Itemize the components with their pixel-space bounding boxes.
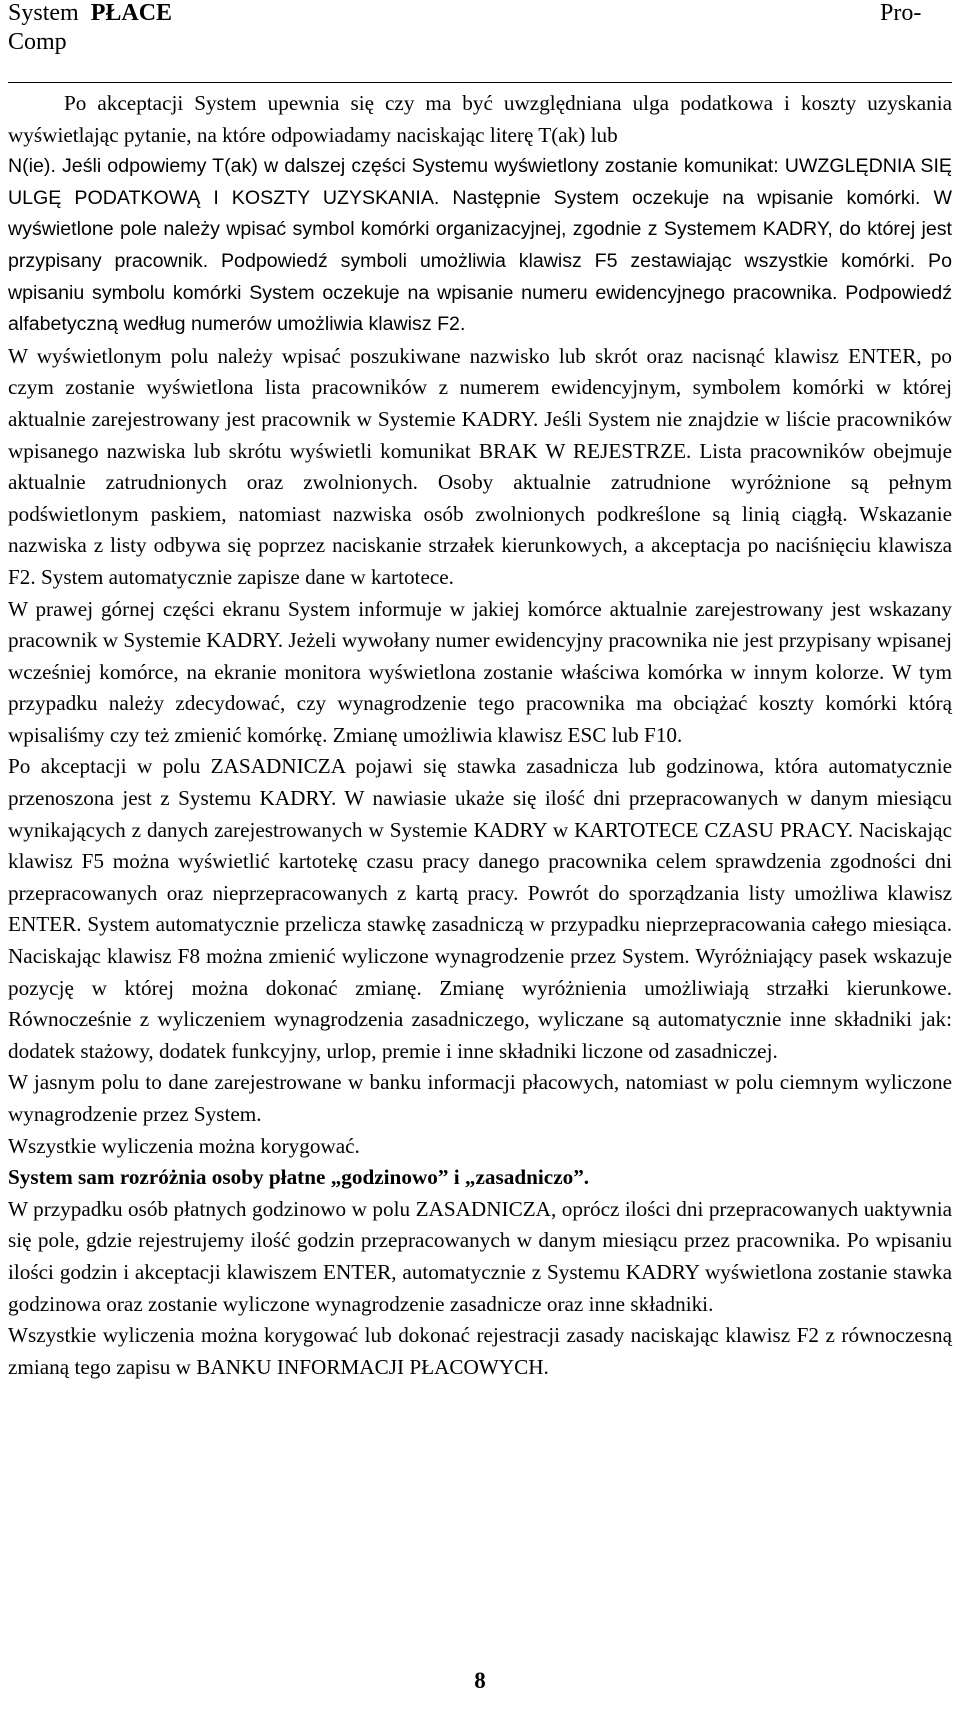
paragraph: W wyświetlonym polu należy wpisać poszukiwane nazwisko lub skrót oraz nacisnąć klawisz ENTER, po czym zostanie wyświetlona lista pracowników z numerem ewidencyjnym, symbolem komórki w której aktualnie zarejestrowany jest pracownik w Systemie KADRY. Jeśli System nie znajdzie w liście pracowników wpisanego nazwiska lub skrótu wyświetli komunikat BRAK W REJESTRZE. Lista pracowników obejmuje aktualnie zatrudnionych oraz zwolnionych. Osoby aktualnie zatrudnione wyróżnione są pełnym podświetlonym paskiem, natomiast nazwiska osób zwolnionych podkreślone są linią ciągłą. Wskazanie nazwiska z listy odbywa się poprzez naciskanie strzałek kierunkowych, a akceptacja po naciśnięciu klawisza F2. System automatycznie zapisze dane w kartotece.	[8, 343, 952, 589]
header-title-continuation: Comp	[8, 29, 67, 55]
page-header	[8, 0, 952, 82]
paragraph: Wszystkie wyliczenia można korygować lub dokonać rejestracji zasady naciskając klawisz F2 z równoczesną zmianą tego zapisu w BANKU INFORMACJI PŁACOWYCH.	[8, 1323, 952, 1379]
paragraph: W przypadku osób płatnych godzinowo w polu ZASADNICZA, oprócz ilości dni przepracowanych uaktywnia się pole, gdzie rejestrujemy ilość godzin przepracowanych w danym miesiącu przez pracownika. Po wpisaniu ilości godzin i akceptacji klawiszem ENTER, automatycznie z Systemu KADRY wyświetlona zostanie stawka godzinowa oraz zostanie wyliczone wynagrodzenie zasadnicze oraz inne składniki.	[8, 1196, 952, 1316]
paragraph: W jasnym polu to dane zarejestrowane w banku informacji płacowych, natomiast w polu ciemnym wyliczone wynagrodzenie przez System.	[8, 1070, 952, 1126]
header-right-text: Pro-	[880, 0, 922, 26]
paragraph: Wszystkie wyliczenia można korygować.	[8, 1133, 360, 1158]
paragraph: N(ie). Jeśli odpowiemy T(ak) w dalszej części Systemu wyświetlony zostanie komunikat: UWZGLĘDNIA SIĘ ULGĘ PODATKOWĄ I KOSZTY UZYSKANIA. Następnie System oczekuje na wpisanie komórki. W wyświetlone pole należy wpisać symbol komórki organizacyjnej, zgodnie z Systemem KADRY, do której jest przypisany pracownik. Podpowiedź symboli umożliwia klawisz F5 zestawiając wszystkie komórki. Po wpisaniu symbolu komórki System oczekuje na wpisanie numeru ewidencyjnego pracownika. Podpowiedź alfabetyczną według numerów umożliwia klawisz F2.	[8, 155, 952, 336]
paragraph: Po akceptacji w polu ZASADNICZA pojawi się stawka zasadnicza lub godzinowa, która automatycznie przenoszona jest z Systemu KADRY. W nawiasie ukaże się ilość dni przepracowanych w danym miesiącu wynikających z danych zarejestrowanych w Systemie KADRY w KARTOTECE CZASU PRACY. Naciskając klawisz F5 można wyświetlić kartotekę czasu pracy danego pracownika celem sprawdzenia zgodności dni przepracowanych oraz nieprzepracowanych z kartą pracy. Powrót do sporządzania listy umożliwa klawisz ENTER. System automatycznie przelicza stawkę zasadniczą w przypadku nieprzepracowania całego miesiąca. Naciskając klawisz F8 można zmienić wyliczone wynagrodzenie przez System. Wyróżniający pasek wskazuje pozycję w której można dokonać zmianę. Zmianę wyróżnienia umożliwiają strzałki kierunkowe. Równocześnie z wyliczeniem wynagrodzenia zasadniczego, wyliczane są automatycznie inne składniki jak: dodatek stażowy, dodatek funkcyjny, urlop, premie i inne składniki liczone od zasadniczej.	[8, 754, 952, 1063]
page-number: 8	[474, 1668, 486, 1693]
header-title-bold: PŁACE	[90, 0, 173, 26]
document-page	[8, 0, 952, 1726]
document-body	[8, 88, 952, 1383]
header-title-prefix: System	[8, 0, 79, 26]
header-title	[8, 0, 208, 57]
bold-heading-paragraph: System sam rozróżnia osoby płatne „godzinowo” i „zasadniczo”.	[8, 1165, 590, 1190]
paragraph: Po akceptacji System upewnia się czy ma być uwzględniana ulga podatkowa i koszty uzyskania wyświetlając pytanie, na które odpowiadamy naciskając literę T(ak) lub	[8, 91, 952, 147]
header-rule	[8, 82, 952, 83]
paragraph: W prawej górnej części ekranu System informuje w jakiej komórce aktualnie zarejestrowany jest wskazany pracownik w Systemie KADRY. Jeżeli wywołany numer ewidencyjny pracownika nie jest przypisany wpisanej wcześniej komórce, na ekranie monitora wyświetlona zostanie właściwa komórka w innym kolorze. W tym przypadku należy zdecydować, czy wynagrodzenie tego pracownika ma obciążać koszty komórki którą wpisaliśmy czy też zmienić komórkę. Zmianę umożliwia klawisz ESC lub F10.	[8, 596, 953, 747]
